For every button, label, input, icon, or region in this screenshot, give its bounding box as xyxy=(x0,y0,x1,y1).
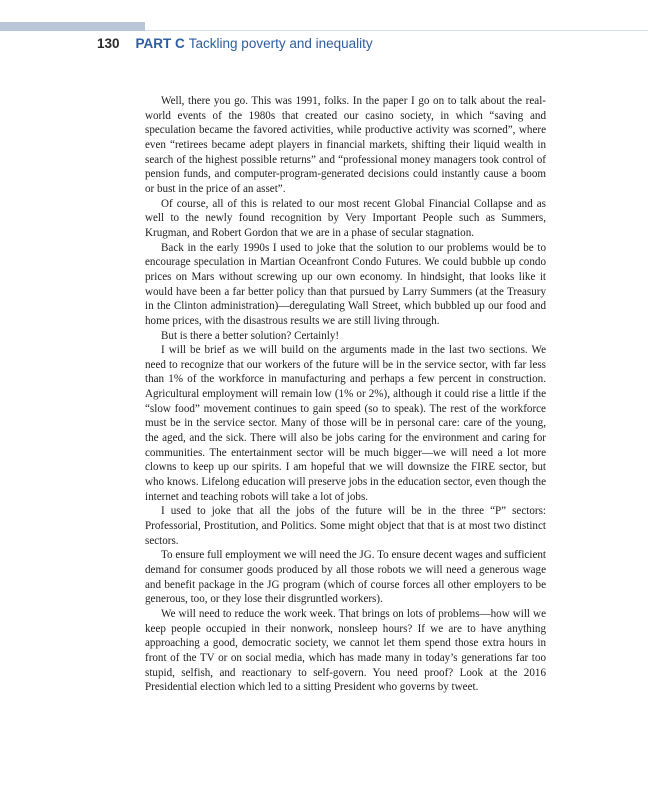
part-title: Tackling poverty and inequality xyxy=(188,36,373,51)
header-accent-bar xyxy=(0,22,145,31)
paragraph: Back in the early 1990s I used to joke that the solution to our problems would be to encourage speculation in Martian Oceanfront Condo Futures. We could bubble up condo prices on Mars without screwing up our own economy. In hindsight, that looks like it would have been a far better policy than that pursued by Larry Summers (at the Treasury in the Clinton administration)—deregulating Wall Street, which bubbled up our food and home prices, with the disastrous results we are still living through. xyxy=(145,241,546,327)
page-number: 130 xyxy=(97,36,120,51)
paragraph: We will need to reduce the work week. That brings on lots of problems—how will we keep people occupied in their nonwork, nonsleep hours? If we are to have anything approaching a good, democratic society, we cannot let them spend those extra hours in front of the TV or on social media, which has made many in today’s generations far too stupid, selfish, and reactionary to self-govern. You need proof? Look at the 2016 Presidential election which led to a sitting President who governs by tweet. xyxy=(145,607,546,694)
body-text xyxy=(145,94,546,695)
header-rule xyxy=(145,30,648,31)
paragraph: I used to joke that all the jobs of the future will be in the three “P” sectors: Professorial, Prostitution, and Politics. Some might object that that is at most two distinct sectors. xyxy=(145,505,546,547)
paragraph: I will be brief as we will build on the arguments made in the last two sections. We need to recognize that our workers of the future will be in the service sector, with far less than 1% of the workforce in manufacturing and perhaps a few percent in construction. Agricultural employment will remain low (1% or 2%), although it could rise a little if the “slow food” movement continues to gain speed (so to speak). The rest of the workforce must be in the service sector. Many of those will be in personal care: care of the young, the aged, and the sick. There will also be jobs caring for the environment and caring for communities. The entertainment sector will be much bigger—we will need a lot more clowns to keep up our spirits. I am hopeful that we will downsize the FIRE sector, but who knows. Lifelong education will preserve jobs in the education sector, even though the internet and teaching robots will take a lot of jobs. xyxy=(145,344,546,503)
paragraph: But is there a better solution? Certainly! xyxy=(161,329,340,342)
paragraph: Well, there you go. This was 1991, folks. In the paper I go on to talk about the real-world events of the 1980s that created our casino society, in which “saving and speculation became the favored activities, while productive activity was scorned”, where even “retirees became adept players in financial markets, shifting their liquid wealth in search of the highest possible returns” and “professional money managers took control of pension funds, and computer-program-generated decisions could instantly cause a boom or bust in the price of an asset”. xyxy=(145,95,546,195)
paragraph: Of course, all of this is related to our most recent Global Financial Collapse and as well to the newly found recognition by Very Important People such as Summers, Krugman, and Robert Gordon that we are in a phase of secular stagnation. xyxy=(145,197,546,239)
part-label: PART C xyxy=(135,36,185,51)
paragraph: To ensure full employment we will need the JG. To ensure decent wages and sufficient demand for consumer goods produced by all those robots we will need a generous wage and benefit package in the JG program (which of course forces all other employers to be generous, too, or they lose their disgruntled workers). xyxy=(145,549,546,606)
running-header xyxy=(97,35,373,53)
